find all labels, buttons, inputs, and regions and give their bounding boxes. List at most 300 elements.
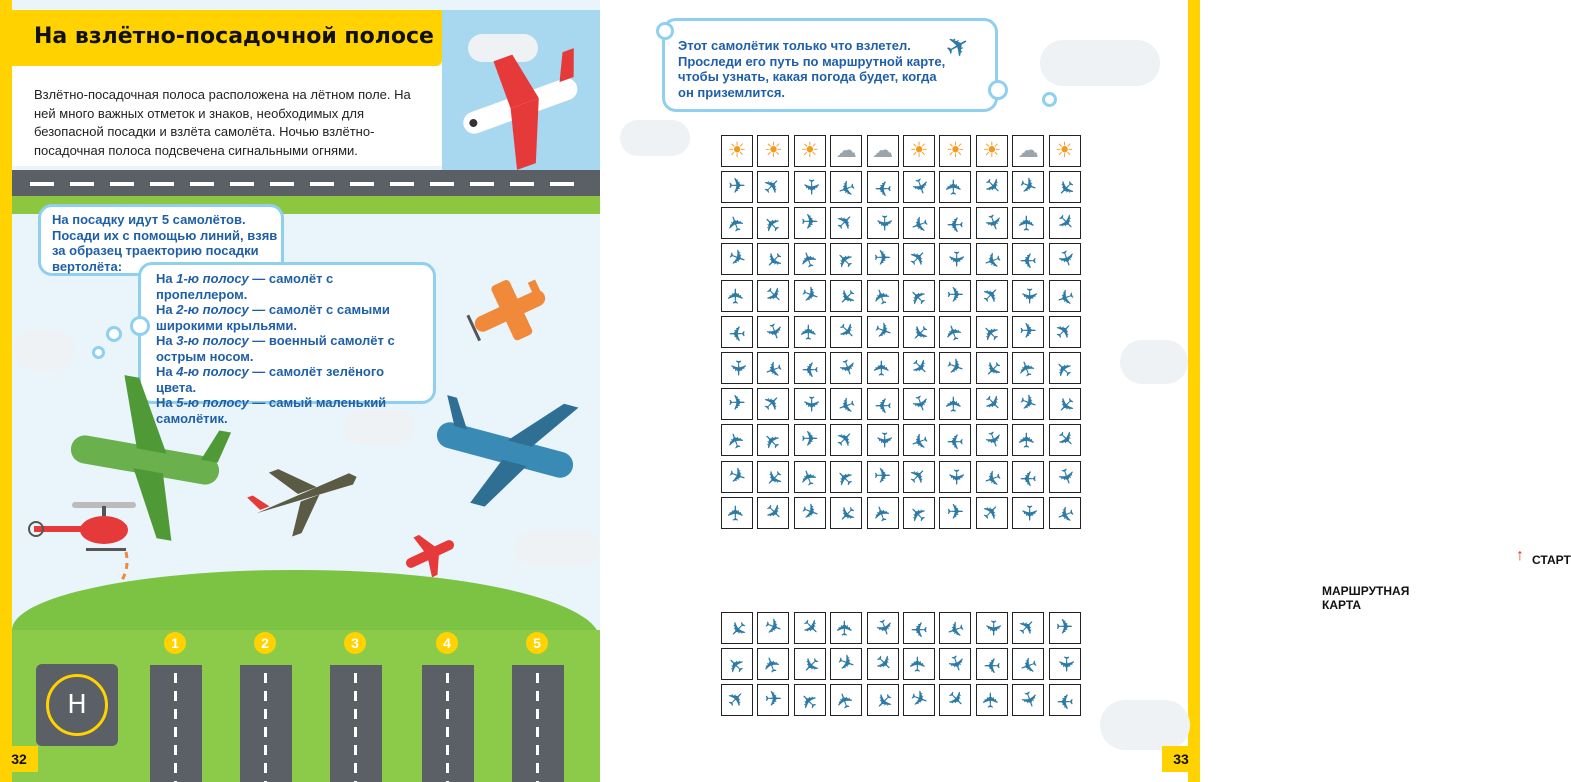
grid-cell[interactable] bbox=[794, 243, 826, 275]
airplane-icon: ✈ bbox=[1019, 465, 1037, 489]
grid-cell[interactable] bbox=[903, 207, 935, 239]
airplane-icon: ✈ bbox=[725, 504, 748, 522]
airplane-icon: ✈ bbox=[834, 173, 859, 202]
grid-cell[interactable] bbox=[976, 243, 1008, 275]
sun-icon: ☀ bbox=[727, 139, 747, 162]
airplane-icon: ✈ bbox=[943, 178, 967, 196]
grid-cell[interactable] bbox=[939, 243, 971, 275]
grid-cell[interactable] bbox=[1049, 207, 1081, 239]
airplane-icon: ✈ bbox=[1050, 208, 1080, 238]
cloud-icon: ☁ bbox=[835, 139, 857, 162]
grid-cell[interactable] bbox=[757, 243, 789, 275]
map-cell bbox=[794, 612, 826, 644]
grid-cell[interactable] bbox=[939, 207, 971, 239]
rule-5: На 5-ю полосу — самый маленький самолётик. bbox=[156, 395, 387, 426]
airplane-icon: ✈ bbox=[943, 614, 968, 643]
map-cell bbox=[903, 612, 935, 644]
airplane-icon: ✈ bbox=[831, 245, 861, 275]
grid-cell[interactable] bbox=[757, 280, 789, 312]
grid-cell[interactable] bbox=[721, 171, 753, 203]
runway-marking bbox=[390, 182, 414, 186]
task-text bbox=[52, 212, 284, 274]
grid-cell[interactable] bbox=[794, 424, 826, 456]
runway-marking bbox=[310, 182, 334, 186]
grid-cell[interactable] bbox=[721, 207, 753, 239]
cloud-icon bbox=[516, 530, 600, 566]
grid-cell[interactable] bbox=[1012, 280, 1044, 312]
airplane-icon: ✈ bbox=[798, 395, 822, 413]
airplane-icon: ✈ bbox=[722, 685, 751, 715]
grid-cell[interactable] bbox=[1012, 461, 1044, 493]
airplane-icon: ✈ bbox=[1016, 650, 1041, 679]
grid-cell[interactable] bbox=[1012, 352, 1044, 384]
grid-cell[interactable] bbox=[830, 461, 862, 493]
grid-cell[interactable] bbox=[721, 388, 753, 420]
helipad bbox=[36, 664, 118, 746]
airplane-icon: ✈ bbox=[798, 178, 822, 196]
airplane-icon: ✈ bbox=[797, 281, 823, 309]
airplane-icon: ✈ bbox=[910, 617, 928, 640]
grid-cell[interactable] bbox=[794, 171, 826, 203]
weather-sun-cell bbox=[757, 135, 789, 167]
airplane-icon: ✈ bbox=[977, 280, 1006, 310]
sun-icon: ☀ bbox=[909, 139, 929, 162]
airplane-icon: ✈ bbox=[871, 214, 895, 232]
runway-number-3: 3 bbox=[344, 632, 366, 654]
airplane-icon: ✈ bbox=[873, 247, 892, 271]
grid-cell[interactable] bbox=[1012, 388, 1044, 420]
cloud-icon bbox=[344, 410, 414, 444]
airplane-icon: ✈ bbox=[978, 210, 1007, 236]
airplane-icon: ✈ bbox=[946, 212, 965, 236]
grid-cell[interactable] bbox=[1012, 424, 1044, 456]
map-cell bbox=[830, 648, 862, 680]
grid-cell[interactable] bbox=[1012, 171, 1044, 203]
start-label: СТАРТ bbox=[1532, 553, 1571, 567]
airplane-icon: ✈ bbox=[1050, 390, 1080, 419]
weather-sun-cell bbox=[939, 135, 971, 167]
airplane-icon: ✈ bbox=[1017, 286, 1041, 305]
grid-cell[interactable] bbox=[939, 316, 971, 348]
airplane-icon: ✈ bbox=[800, 211, 819, 235]
airplane-icon: ✈ bbox=[1055, 689, 1074, 712]
airplane-icon: ✈ bbox=[758, 389, 788, 419]
grid-cell[interactable] bbox=[903, 388, 935, 420]
thought-dot bbox=[92, 346, 105, 359]
rule-3: На 3-ю полосу — военный самолёт с острым носом. bbox=[156, 333, 395, 364]
cloud-icon bbox=[1040, 40, 1160, 86]
grid-cell[interactable] bbox=[830, 171, 862, 203]
airplane-icon: ✈ bbox=[906, 209, 932, 238]
airplane-icon: ✈ bbox=[760, 319, 788, 344]
military-jet-icon bbox=[244, 456, 364, 536]
grid-cell[interactable] bbox=[721, 461, 753, 493]
cloud-icon bbox=[620, 120, 690, 156]
grid-cell[interactable] bbox=[976, 388, 1008, 420]
airplane-icon: ✈ bbox=[1052, 282, 1077, 310]
grid-cell[interactable] bbox=[939, 280, 971, 312]
airplane-icon: ✈ bbox=[1049, 317, 1079, 346]
airplane-icon: ✈ bbox=[722, 428, 751, 453]
page-frame bbox=[0, 0, 12, 782]
grid-cell[interactable] bbox=[757, 388, 789, 420]
grid-cell[interactable] bbox=[867, 352, 899, 384]
grid-cell[interactable] bbox=[1012, 497, 1044, 529]
grid-cell[interactable] bbox=[1012, 243, 1044, 275]
airplane-icon: ✈ bbox=[906, 685, 932, 714]
airplane-icon: ✈ bbox=[904, 281, 934, 311]
airplane-icon: ✈ bbox=[941, 319, 969, 345]
grid-cell[interactable] bbox=[1049, 280, 1081, 312]
airplane-icon: ✈ bbox=[726, 359, 749, 377]
airplane-icon: ✈ bbox=[795, 649, 825, 679]
cloud-icon bbox=[1100, 700, 1190, 750]
grid-cell[interactable] bbox=[794, 352, 826, 384]
grid-cell[interactable] bbox=[939, 497, 971, 529]
airplane-icon: ✈ bbox=[905, 174, 934, 200]
grid-cell[interactable] bbox=[721, 280, 753, 312]
runway-marking bbox=[230, 182, 254, 186]
airplane-icon: ✈ bbox=[1050, 425, 1080, 455]
grid-cell[interactable] bbox=[976, 424, 1008, 456]
airplane-icon: ✈ bbox=[1016, 431, 1040, 450]
map-cell bbox=[757, 612, 789, 644]
grid-cell[interactable] bbox=[867, 316, 899, 348]
grid-cell[interactable] bbox=[830, 207, 862, 239]
grid-cell[interactable] bbox=[757, 352, 789, 384]
grid-cell[interactable] bbox=[976, 316, 1008, 348]
map-cell bbox=[1049, 648, 1081, 680]
rule-1: На 1-ю полосу — самолёт с пропеллером. bbox=[156, 271, 334, 302]
runway-4[interactable] bbox=[422, 665, 474, 782]
airplane-icon: ✈ bbox=[941, 685, 971, 714]
map-cell bbox=[867, 648, 899, 680]
airplane-icon: ✈ bbox=[832, 317, 861, 346]
airplane-icon: ✈ bbox=[873, 393, 892, 417]
airplane-icon: ✈ bbox=[977, 317, 1006, 347]
grid-cell[interactable] bbox=[794, 461, 826, 493]
map-cell bbox=[1012, 612, 1044, 644]
small-plane-icon bbox=[398, 528, 462, 580]
airplane-icon: ✈ bbox=[946, 500, 965, 524]
grid-cell[interactable] bbox=[794, 280, 826, 312]
runway-number-2: 2 bbox=[254, 632, 276, 654]
airplane-icon: ✈ bbox=[759, 498, 789, 527]
grid-cell[interactable] bbox=[939, 461, 971, 493]
map-cell bbox=[976, 612, 1008, 644]
airplane-icon: ✈ bbox=[832, 498, 861, 528]
rule-2: На 2-ю полосу — самолёт с самыми широкими крыльями. bbox=[156, 302, 390, 333]
grid-cell[interactable] bbox=[903, 316, 935, 348]
grid-cell[interactable] bbox=[1049, 352, 1081, 384]
runway-marking bbox=[550, 182, 574, 186]
grid-cell[interactable] bbox=[867, 280, 899, 312]
map-cell bbox=[903, 648, 935, 680]
airplane-icon: ✈ bbox=[868, 649, 898, 678]
grid-cell[interactable] bbox=[794, 388, 826, 420]
grid-cell[interactable] bbox=[867, 207, 899, 239]
airplane-icon: ✈ bbox=[870, 359, 894, 377]
airplane-icon: ✈ bbox=[905, 317, 934, 347]
weather-sun-cell bbox=[903, 135, 935, 167]
info-text: Этот самолётик только что взлетел. Проследи его путь по маршрутной карте, чтобы узнать, какая погода будет, когда он приземлится. bbox=[678, 38, 946, 100]
grid-cell[interactable] bbox=[867, 243, 899, 275]
map-cell bbox=[830, 612, 862, 644]
airplane-icon: ✈ bbox=[725, 286, 748, 305]
runway-number-4: 4 bbox=[436, 632, 458, 654]
airplane-icon: ✈ bbox=[977, 389, 1007, 419]
grid-cell[interactable] bbox=[903, 280, 935, 312]
airplane-icon: ✈ bbox=[869, 615, 897, 641]
airplane-icon: ✈ bbox=[801, 357, 819, 380]
grid-cell[interactable] bbox=[721, 352, 753, 384]
airplane-icon: ✈ bbox=[1016, 214, 1040, 232]
airplane-icon: ✈ bbox=[1050, 172, 1080, 202]
airplane-icon: ✈ bbox=[1014, 687, 1043, 713]
grid-cell[interactable] bbox=[1049, 171, 1081, 203]
thought-dot bbox=[1042, 92, 1057, 107]
right-page bbox=[600, 0, 1571, 782]
grid-cell[interactable] bbox=[721, 497, 753, 529]
airplane-icon: ✈ bbox=[728, 320, 746, 344]
airplane-icon: ✈ bbox=[761, 613, 786, 642]
map-cell bbox=[867, 612, 899, 644]
runway-marking bbox=[70, 182, 94, 186]
grid-cell[interactable] bbox=[976, 461, 1008, 493]
airplane-icon: ✈ bbox=[873, 464, 892, 488]
grid-cell[interactable] bbox=[903, 461, 935, 493]
airplane-icon: ✈ bbox=[832, 355, 861, 381]
runway-number-5: 5 bbox=[526, 632, 548, 654]
map-cell bbox=[867, 684, 899, 716]
airplane-icon: ✈ bbox=[1019, 319, 1037, 343]
runway-marking bbox=[190, 182, 214, 186]
grid-cell[interactable] bbox=[1049, 424, 1081, 456]
grid-cell[interactable] bbox=[794, 316, 826, 348]
map-cell bbox=[1012, 684, 1044, 716]
grid-cell[interactable] bbox=[757, 171, 789, 203]
airplane-icon: ✈ bbox=[939, 27, 976, 66]
airplane-icon: ✈ bbox=[795, 464, 824, 489]
grid-cell[interactable] bbox=[794, 207, 826, 239]
grid-cell[interactable] bbox=[830, 352, 862, 384]
airplane-icon: ✈ bbox=[904, 461, 933, 491]
airplane-icon: ✈ bbox=[868, 500, 896, 526]
thought-dot bbox=[106, 326, 122, 342]
airplane-icon: ✈ bbox=[905, 391, 934, 417]
grid-cell[interactable] bbox=[903, 497, 935, 529]
airplane-icon: ✈ bbox=[758, 172, 788, 202]
grid-cell[interactable] bbox=[976, 352, 1008, 384]
airplane-icon: ✈ bbox=[1051, 247, 1079, 272]
grid-cell[interactable] bbox=[903, 424, 935, 456]
grid-cell[interactable] bbox=[976, 171, 1008, 203]
airplane-icon: ✈ bbox=[759, 280, 789, 310]
airplane-icon: ✈ bbox=[944, 467, 968, 486]
start-arrow-icon: ↑ bbox=[1516, 547, 1524, 564]
airliner-icon bbox=[442, 10, 600, 170]
map-cell bbox=[721, 612, 753, 644]
grid-cell[interactable] bbox=[867, 424, 899, 456]
grid-cell[interactable] bbox=[757, 497, 789, 529]
airplane-icon: ✈ bbox=[946, 283, 965, 307]
grid-cell[interactable] bbox=[867, 388, 899, 420]
task-line: вертолёта: bbox=[52, 258, 123, 274]
grid-cell[interactable] bbox=[903, 243, 935, 275]
airplane-icon: ✈ bbox=[868, 283, 896, 308]
airplane-icon: ✈ bbox=[871, 431, 895, 450]
grid-cell[interactable] bbox=[976, 207, 1008, 239]
thought-dot bbox=[656, 22, 674, 40]
runway-5[interactable] bbox=[512, 665, 564, 782]
airplane-icon: ✈ bbox=[907, 655, 930, 673]
airplane-icon: ✈ bbox=[795, 613, 825, 642]
weather-sun-cell bbox=[1049, 135, 1081, 167]
airplane-icon: ✈ bbox=[764, 688, 783, 711]
grid-cell[interactable] bbox=[1049, 388, 1081, 420]
page-number: 33 bbox=[1162, 746, 1200, 772]
grid-cell[interactable] bbox=[757, 207, 789, 239]
grid-cell[interactable] bbox=[1049, 316, 1081, 348]
grid-cell[interactable] bbox=[903, 352, 935, 384]
thought-dot bbox=[988, 80, 1008, 100]
airplane-icon: ✈ bbox=[831, 208, 861, 238]
map-cell bbox=[976, 684, 1008, 716]
grid-cell[interactable] bbox=[794, 497, 826, 529]
airplane-icon: ✈ bbox=[1016, 172, 1041, 201]
runway-marking bbox=[350, 182, 374, 186]
airplane-icon: ✈ bbox=[832, 281, 861, 311]
airplane-icon: ✈ bbox=[1017, 503, 1041, 522]
grid-cell[interactable] bbox=[903, 171, 935, 203]
grid-cell[interactable] bbox=[867, 171, 899, 203]
sun-icon: ☀ bbox=[800, 139, 820, 162]
runway-2[interactable] bbox=[240, 665, 292, 782]
airplane-icon: ✈ bbox=[724, 245, 750, 273]
airplane-icon: ✈ bbox=[1016, 389, 1041, 418]
grid-cell[interactable] bbox=[1012, 207, 1044, 239]
airplane-icon: ✈ bbox=[758, 426, 788, 456]
airplane-icon: ✈ bbox=[723, 613, 752, 643]
weather-cloud-cell bbox=[1012, 135, 1044, 167]
map-cell bbox=[721, 648, 753, 680]
cloud-icon: ☁ bbox=[872, 139, 894, 162]
map-cell bbox=[757, 648, 789, 680]
cloud-icon: ☁ bbox=[1017, 139, 1039, 162]
page-number: 32 bbox=[0, 746, 38, 772]
weather-sun-cell bbox=[976, 135, 1008, 167]
airplane-icon: ✈ bbox=[1053, 655, 1077, 673]
weather-sun-cell bbox=[794, 135, 826, 167]
grid-cell[interactable] bbox=[867, 461, 899, 493]
runway-marking bbox=[430, 182, 454, 186]
airplane-icon: ✈ bbox=[722, 650, 752, 679]
airplane-icon: ✈ bbox=[979, 691, 1003, 709]
airplane-icon: ✈ bbox=[979, 246, 1005, 274]
airplane-icon: ✈ bbox=[834, 390, 859, 419]
grid-cell[interactable] bbox=[757, 316, 789, 348]
cloud-icon bbox=[14, 330, 74, 370]
sun-icon: ☀ bbox=[763, 139, 783, 162]
airplane-icon: ✈ bbox=[943, 395, 967, 413]
airplane-icon: ✈ bbox=[1051, 464, 1079, 489]
airplane-icon: ✈ bbox=[834, 649, 859, 678]
propeller-plane-icon bbox=[460, 276, 560, 346]
grid-cell[interactable] bbox=[830, 497, 862, 529]
airplane-icon: ✈ bbox=[831, 687, 860, 713]
helipad-letter: H bbox=[67, 690, 87, 720]
grid-cell[interactable] bbox=[1049, 461, 1081, 493]
airplane-icon: ✈ bbox=[759, 651, 787, 677]
sky-illustration bbox=[442, 10, 600, 170]
airplane-icon: ✈ bbox=[977, 353, 1007, 383]
airplane-icon: ✈ bbox=[904, 498, 934, 528]
runway-marking bbox=[30, 182, 54, 186]
grid-cell[interactable] bbox=[757, 424, 789, 456]
airplane-icon: ✈ bbox=[870, 317, 895, 346]
airplane-icon: ✈ bbox=[728, 175, 746, 198]
airplane-icon: ✈ bbox=[834, 619, 858, 637]
airplane-icon: ✈ bbox=[795, 686, 824, 715]
runway-1[interactable] bbox=[150, 665, 202, 782]
airplane-icon: ✈ bbox=[944, 250, 968, 269]
airplane-icon: ✈ bbox=[868, 685, 898, 715]
grid-cell[interactable] bbox=[830, 424, 862, 456]
airplane-icon: ✈ bbox=[728, 392, 746, 416]
airplane-icon: ✈ bbox=[722, 211, 751, 236]
grid-cell[interactable] bbox=[867, 497, 899, 529]
page-title: На взлётно-посадочной полосе bbox=[34, 24, 434, 49]
weather-cloud-cell bbox=[867, 135, 899, 167]
grid-cell[interactable] bbox=[939, 424, 971, 456]
grid-cell[interactable] bbox=[721, 424, 753, 456]
airplane-icon: ✈ bbox=[1049, 354, 1079, 383]
page-frame bbox=[1188, 0, 1200, 782]
runway-marking bbox=[470, 182, 494, 186]
map-cell bbox=[976, 648, 1008, 680]
airplane-icon: ✈ bbox=[797, 323, 821, 341]
grid-cell[interactable] bbox=[757, 461, 789, 493]
grid-cell[interactable] bbox=[1049, 243, 1081, 275]
blue-plane-icon bbox=[420, 390, 590, 510]
grid-cell[interactable] bbox=[721, 316, 753, 348]
grid-cell[interactable] bbox=[830, 243, 862, 275]
grid-cell[interactable] bbox=[830, 280, 862, 312]
airplane-icon: ✈ bbox=[1013, 613, 1043, 643]
airplane-icon: ✈ bbox=[1052, 499, 1077, 528]
airplane-icon: ✈ bbox=[977, 498, 1006, 527]
runway-3[interactable] bbox=[330, 665, 382, 782]
map-cell bbox=[794, 684, 826, 716]
grid-cell[interactable] bbox=[830, 388, 862, 420]
grid-cell[interactable] bbox=[976, 497, 1008, 529]
grid-cell[interactable] bbox=[939, 388, 971, 420]
grid-cell[interactable] bbox=[939, 352, 971, 384]
grid-cell[interactable] bbox=[939, 171, 971, 203]
runway-marking bbox=[510, 182, 534, 186]
map-cell bbox=[1012, 648, 1044, 680]
airplane-icon: ✈ bbox=[946, 429, 965, 453]
grid-cell[interactable] bbox=[830, 316, 862, 348]
airplane-icon: ✈ bbox=[1055, 616, 1074, 639]
grid-cell[interactable] bbox=[721, 243, 753, 275]
airplane-icon: ✈ bbox=[795, 247, 824, 272]
grid-cell[interactable] bbox=[976, 280, 1008, 312]
grid-cell[interactable] bbox=[1012, 316, 1044, 348]
airplane-icon: ✈ bbox=[904, 353, 934, 382]
sun-icon: ☀ bbox=[1055, 139, 1074, 162]
grid-cell[interactable] bbox=[1049, 497, 1081, 529]
